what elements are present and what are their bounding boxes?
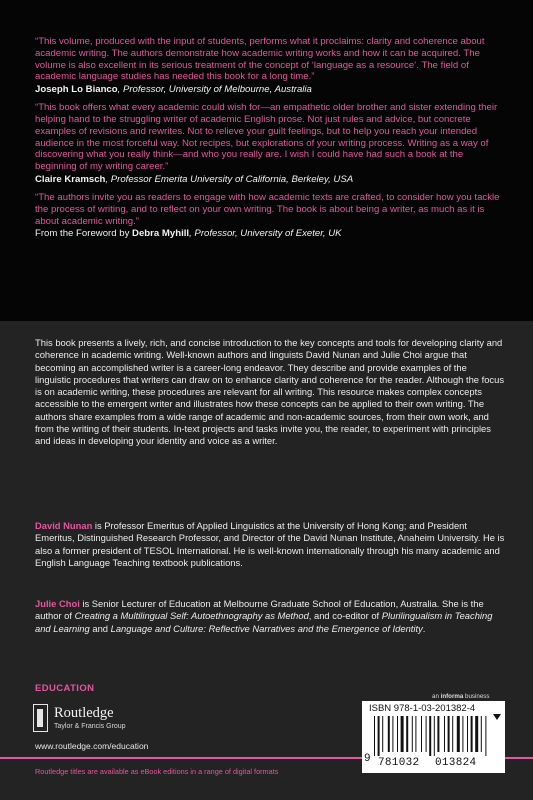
barcode-bar xyxy=(485,716,486,756)
ebook-note: Routledge titles are available as eBook editions in a range of digital formats xyxy=(35,767,279,776)
barcode-first-digit: 9 xyxy=(364,753,371,765)
barcode-bar xyxy=(471,716,473,752)
author-bio-nunan: David Nunan is Professor Emeritus of Applied Linguistics at the University of Hong Kong; and President Emeritus, Distinguished Research Professor, and Director of the David Nunan Institute, Anaheim University. He is also a former president of TESOL International. He is well-known internationally through his many academic and English Language Teaching textbook publications. xyxy=(35,520,505,568)
quote-author-name: Debra Myhill xyxy=(132,228,190,240)
barcode-bar xyxy=(457,716,460,752)
barcode-bar xyxy=(412,716,413,752)
barcode-bar xyxy=(448,716,450,752)
barcode-arrow-icon xyxy=(493,714,501,720)
quote-author-role: , Professor, University of Exeter, UK xyxy=(189,228,342,240)
quote-author-name: Joseph Lo Bianco xyxy=(35,84,118,96)
quote-author-role: , Professor, University of Melbourne, Australia xyxy=(117,84,312,96)
barcode-bar xyxy=(467,716,468,752)
publisher-name: Routledge xyxy=(54,705,114,721)
endorsement-quote xyxy=(35,36,505,96)
barcode-bar xyxy=(392,716,393,752)
barcode-bar xyxy=(378,716,380,756)
barcode-bar xyxy=(452,716,453,752)
barcode-bar xyxy=(481,716,482,752)
author-name: Julie Choi xyxy=(35,598,80,609)
barcode-bar xyxy=(462,716,463,752)
barcode-bar xyxy=(374,716,375,756)
author-bio-choi: Julie Choi is Senior Lecturer of Education at Melbourne Graduate School of Education, Australia. She is the author of Creating a Multilingual Self: Autoethnography as Method, and co-editor of Plurilingualism in Teaching and Learning and Language and Culture: Reflective Narratives and the Emergence of Identity. xyxy=(35,598,493,634)
informa-business-tag: an informa business xyxy=(432,693,490,700)
barcode-bar xyxy=(434,716,435,756)
barcode-bar xyxy=(426,716,427,752)
book-title: Language and Culture: Reflective Narratives and the Emergence of Identity xyxy=(110,622,423,634)
barcode-bar xyxy=(382,716,383,752)
barcode-bar xyxy=(429,716,431,756)
publisher-group: Taylor & Francis Group xyxy=(54,723,126,730)
author-name: David Nunan xyxy=(35,520,93,531)
barcode-bar xyxy=(415,716,416,752)
barcode-bars xyxy=(374,716,494,756)
barcode-bar xyxy=(406,716,408,752)
barcode-bar xyxy=(421,716,422,752)
routledge-logo-icon xyxy=(33,704,48,732)
publisher-url: www.routledge.com/education xyxy=(35,741,149,751)
book-title: Plurilingualism in Teaching and Learning xyxy=(35,610,493,634)
barcode-digits-left: 781032 xyxy=(378,757,420,769)
barcode-bar xyxy=(397,716,398,752)
isbn-label: ISBN 978-1-03-201382-4 xyxy=(369,703,476,714)
publisher-logo xyxy=(33,703,193,735)
endorsements-panel xyxy=(0,0,533,321)
quote-text: “The authors invite you as readers to engage with how academic texts are crafted, to consider how you tackle the process of writing, and to reflect on your own writing. The book is about being a writer, as much as it is about academic writing.” xyxy=(35,191,500,227)
barcode-bar xyxy=(388,716,390,752)
quote-author-role: , Professor Emerita University of California, Berkeley, USA xyxy=(105,173,354,185)
book-description: This book presents a lively, rich, and concise introduction to the key concepts and tools for developing clarity and coherence in academic writing. Well-known authors and linguists David Nunan and Julie Choi argue that becoming an accomplished writer is a career-long endeavor. They describe and provide examples of the linguistic procedures that writers can draw on to enhance clarity and coherence for the reader. Although the focus is on academic writing, these procedures are relevant for all writing. This resource makes complex concepts accessible to the emergent writer and illustrates how these concepts can be applied to their own writing. The authors share examples from a wide range of academic and non-academic sources, from their own work, and from the writing of their students. In-text projects and tasks invite you, the reader, to experiment with principles and ideas in developing your identity and voice as a writer. xyxy=(35,337,505,447)
quote-attribution: From the Foreword by Debra Myhill, Professor, University of Exeter, UK xyxy=(35,228,342,240)
barcode-bar xyxy=(475,716,478,752)
quote-text: “This book offers what every academic could wish for—an empathetic older brother and sister extending their helping hand to the struggling writer of academic English prose. Not just rules and advice, but concrete examples of revisions and rewrites. Not to relieve your guilt feelings, but to help you reach your intended audience in the most forceful way. Not recipes, but explorations of your writing process. Writing as a way of discovering what you really think—and who you really are. I wish I could have had such a book at the beginning of my writing career.” xyxy=(35,102,498,173)
isbn-barcode xyxy=(362,701,505,773)
barcode-digits-right: 013824 xyxy=(435,757,477,769)
endorsement-quote xyxy=(35,102,505,186)
book-title: Creating a Multilingual Self: Autoethnography as Method xyxy=(74,610,309,622)
quote-text: “This volume, produced with the input of students, performs what it proclaims: clarity and coherence about academic writing. The authors demonstrate how academic writing works and how it can be acquired. The volume is also excellent in its serious treatment of the concept of ‘language as a resource’. The field of academic language studies has needed this book for a long time.” xyxy=(35,36,485,83)
endorsement-quotes xyxy=(35,36,505,246)
quote-attribution xyxy=(35,174,505,186)
barcode-bar xyxy=(401,716,404,752)
endorsement-quote xyxy=(35,192,505,240)
barcode-bar xyxy=(444,716,445,752)
quote-author-name: Claire Kramsch xyxy=(35,173,106,185)
subject-category: EDUCATION xyxy=(35,683,95,694)
quote-attribution xyxy=(35,84,505,96)
barcode-bar xyxy=(437,716,439,752)
